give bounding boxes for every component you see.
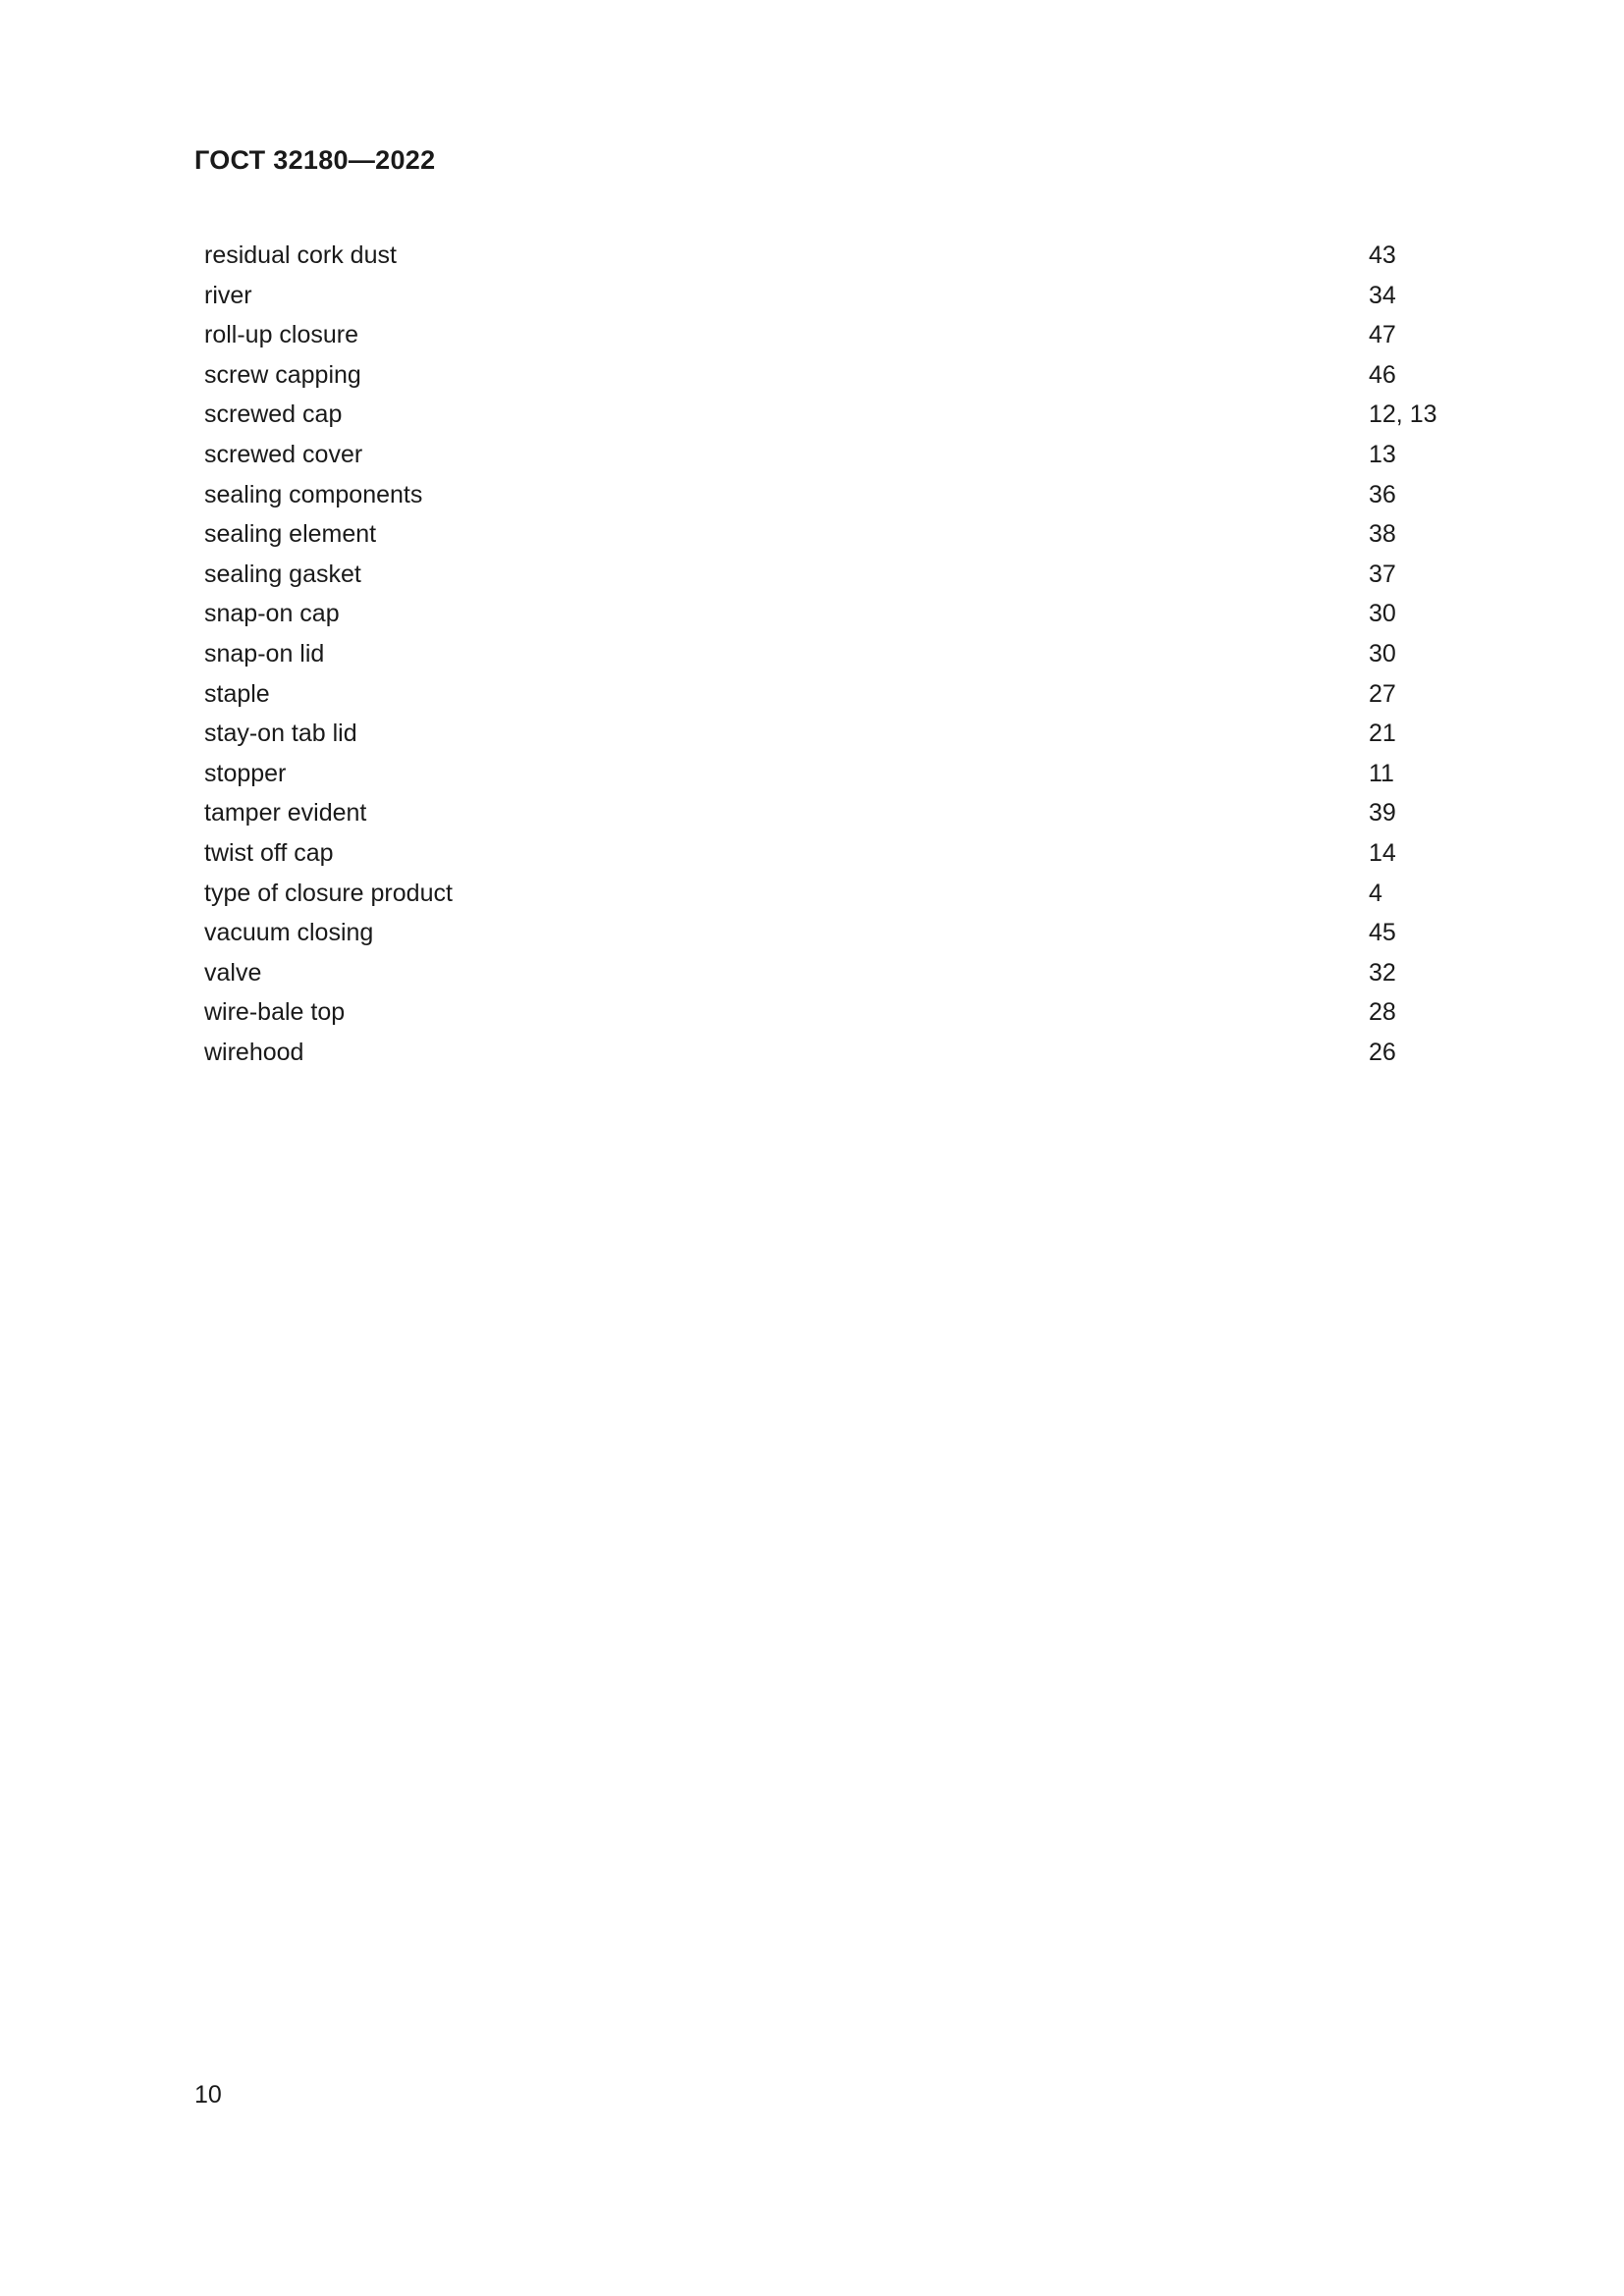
index-ref: 14 — [1369, 838, 1396, 867]
index-entry — [204, 355, 1481, 396]
index-term: screw capping — [204, 360, 361, 389]
index-entry — [204, 674, 1481, 715]
index-ref: 27 — [1369, 679, 1396, 708]
page-number: 10 — [194, 2081, 222, 2109]
index-ref: 28 — [1369, 998, 1396, 1027]
index-term: vacuum closing — [204, 919, 374, 947]
index-entry — [204, 236, 1481, 276]
index-entry — [204, 992, 1481, 1033]
document-header: ГОСТ 32180—2022 — [194, 145, 436, 175]
index-term: screwed cap — [204, 400, 343, 429]
index-ref: 13 — [1369, 440, 1396, 468]
index-ref: 37 — [1369, 560, 1396, 588]
index-entry — [204, 555, 1481, 595]
index-ref: 45 — [1369, 919, 1396, 947]
index-entry — [204, 833, 1481, 874]
index-entry — [204, 1033, 1481, 1073]
index-term: stopper — [204, 759, 287, 787]
index-entry — [204, 594, 1481, 634]
index-entry — [204, 634, 1481, 674]
index-term: tamper evident — [204, 799, 367, 828]
index-term: valve — [204, 958, 262, 987]
index-term: wire-bale top — [204, 998, 346, 1027]
index-term: residual cork dust — [204, 241, 397, 269]
index-entry — [204, 315, 1481, 355]
index-entry — [204, 953, 1481, 993]
index-entry — [204, 913, 1481, 953]
index-entry — [204, 475, 1481, 515]
index-ref: 34 — [1369, 281, 1396, 309]
index-ref: 26 — [1369, 1038, 1396, 1066]
index-term: roll-up closure — [204, 321, 359, 349]
index-ref: 30 — [1369, 600, 1396, 628]
index-entry — [204, 514, 1481, 555]
alphabetical-index — [204, 236, 1481, 1072]
index-term: wirehood — [204, 1038, 304, 1066]
index-entry — [204, 276, 1481, 316]
index-entry — [204, 793, 1481, 833]
index-ref: 32 — [1369, 958, 1396, 987]
index-ref: 12, 13 — [1369, 400, 1437, 429]
index-entry — [204, 714, 1481, 754]
index-ref: 46 — [1369, 360, 1396, 389]
index-ref: 47 — [1369, 321, 1396, 349]
index-term: sealing components — [204, 480, 423, 508]
index-ref: 11 — [1369, 759, 1394, 787]
index-ref: 43 — [1369, 241, 1396, 269]
index-entry — [204, 874, 1481, 914]
index-term: snap-on lid — [204, 639, 325, 667]
index-entry — [204, 435, 1481, 475]
index-term: screwed cover — [204, 440, 363, 468]
index-entry — [204, 754, 1481, 794]
index-ref: 30 — [1369, 639, 1396, 667]
index-term: staple — [204, 679, 270, 708]
index-term: twist off cap — [204, 838, 334, 867]
index-entry — [204, 395, 1481, 435]
index-ref: 4 — [1369, 879, 1382, 907]
index-term: snap-on cap — [204, 600, 340, 628]
index-ref: 38 — [1369, 520, 1396, 549]
index-term: sealing gasket — [204, 560, 361, 588]
index-term: type of closure product — [204, 879, 453, 907]
index-ref: 36 — [1369, 480, 1396, 508]
index-term: sealing element — [204, 520, 377, 549]
index-term: river — [204, 281, 252, 309]
index-ref: 21 — [1369, 720, 1396, 748]
index-ref: 39 — [1369, 799, 1396, 828]
index-term: stay-on tab lid — [204, 720, 357, 748]
